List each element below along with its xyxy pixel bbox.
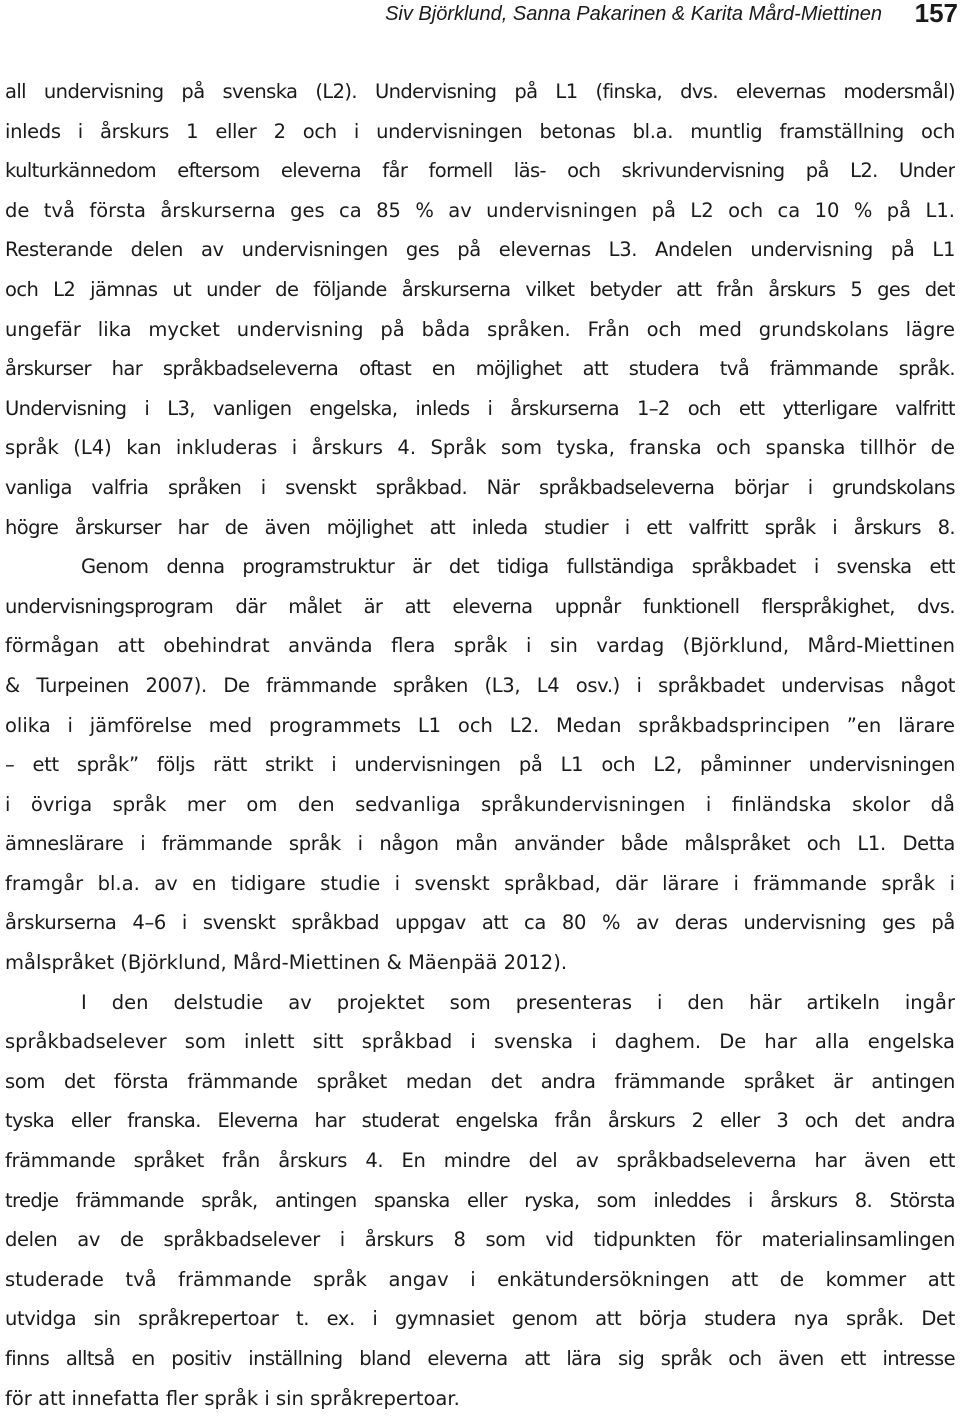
text-line: språk (L4) kan inkluderas i årskurs 4. Språk som tyska, franska och spanska tillhör de — [5, 436, 955, 460]
text-line: olika i jämförelse med programmets L1 och L2. Medan språkbadsprincipen ”en lärare — [5, 713, 955, 737]
text-line: utvidga sin språkrepertoar t. ex. i gymnasiet genom att börja studera nya språk. Det — [5, 1307, 955, 1331]
text-line: som det första främmande språket medan det andra främmande språket är antingen — [5, 1069, 955, 1093]
text-line: undervisningsprogram där målet är att eleverna uppnår funktionell flerspråkighet, dvs. — [5, 594, 955, 618]
text-line: finns alltså en positiv inställning bland eleverna att lära sig språk och även ett intresse — [5, 1347, 955, 1370]
page-number: 157 — [914, 0, 958, 28]
text-line: ämneslärare i främmande språk i någon mån använder både målspråket och L1. Detta — [5, 832, 955, 856]
paragraph-last-line: målspråket (Björklund, Mård-Miettinen & Mäenpää 2012). — [5, 951, 568, 975]
text-line: studerade två främmande språk angav i enkätundersökningen att de kommer att — [5, 1267, 955, 1291]
text-line: framgår bl.a. av en tidigare studie i svenskt språkbad, där lärare i främmande språk i — [5, 871, 955, 895]
text-line: tyska eller franska. Eleverna har studerat engelska från årskurs 2 eller 3 och det andra — [5, 1109, 955, 1133]
text-line: främmande språket från årskurs 4. En mindre del av språkbadseleverna har även ett — [5, 1149, 955, 1173]
text-line: Resterande delen av undervisningen ges på elevernas L3. Andelen undervisning på L1 — [5, 238, 955, 262]
running-head-authors: Siv Björklund, Sanna Pakarinen & Karita Mård-Miettinen — [385, 3, 882, 25]
text-line: inleds i årskurs 1 eller 2 och i undervisningen betonas bl.a. muntlig framställning och — [5, 119, 955, 143]
text-line: förmågan att obehindrat använda flera språk i sin vardag (Björklund, Mård-Miettinen — [5, 634, 955, 658]
text-line: årskurser har språkbadseleverna oftast en möjlighet att studera två främmande språk. — [5, 357, 955, 381]
running-head — [0, 0, 960, 30]
text-line: delen av de språkbadselever i årskurs 8 som vid tidpunkten för materialinsamlingen — [5, 1228, 955, 1252]
text-line: i övriga språk mer om den sedvanliga språkundervisningen i finländska skolor då — [5, 792, 955, 816]
paragraph-first-line: Genom denna programstruktur är det tidiga fullständiga språkbadet i svenska ett — [81, 555, 955, 579]
text-line: – ett språk” följs rätt strikt i undervisningen på L1 och L2, påminner undervisningen — [5, 753, 955, 777]
text-line: de två första årskurserna ges ca 85 % av undervisningen på L2 och ca 10 % på L1. — [5, 198, 955, 222]
text-line: och L2 jämnas ut under de följande årskurserna vilket betyder att från årskurs 5 ges det — [5, 277, 955, 301]
text-line: all undervisning på svenska (L2). Undervisning på L1 (finska, dvs. elevernas modersmål) — [5, 80, 955, 103]
text-line: kulturkännedom eftersom eleverna får formell läs- och skrivundervisning på L2. Under — [5, 159, 955, 183]
body-text — [5, 72, 955, 1418]
text-line: ungefär lika mycket undervisning på båda språken. Från och med grundskolans lägre — [5, 317, 955, 341]
text-line: högre årskurser har de även möjlighet att inleda studier i ett valfritt språk i årskurs 8. — [5, 515, 955, 539]
text-line: vanliga valfria språken i svenskt språkbad. När språkbadseleverna börjar i grundskolans — [5, 475, 955, 499]
text-line: språkbadselever som inlett sitt språkbad i svenska i daghem. De har alla engelska — [5, 1030, 955, 1054]
text-line: Undervisning i L3, vanligen engelska, inleds i årskurserna 1–2 och ett ytterligare valfritt — [5, 396, 955, 420]
paragraph-last-line: för att innefatta fler språk i sin språkrepertoar. — [5, 1386, 460, 1410]
text-line: & Turpeinen 2007). De främmande språken (L3, L4 osv.) i språkbadet undervisas något — [5, 673, 955, 697]
text-line: tredje främmande språk, antingen spanska eller ryska, som inleddes i årskurs 8. Största — [5, 1188, 955, 1212]
paragraph-first-line: I den delstudie av projektet som presenteras i den här artikeln ingår — [81, 990, 955, 1014]
text-line: årskurserna 4–6 i svenskt språkbad uppgav att ca 80 % av deras undervisning ges på — [5, 911, 955, 935]
